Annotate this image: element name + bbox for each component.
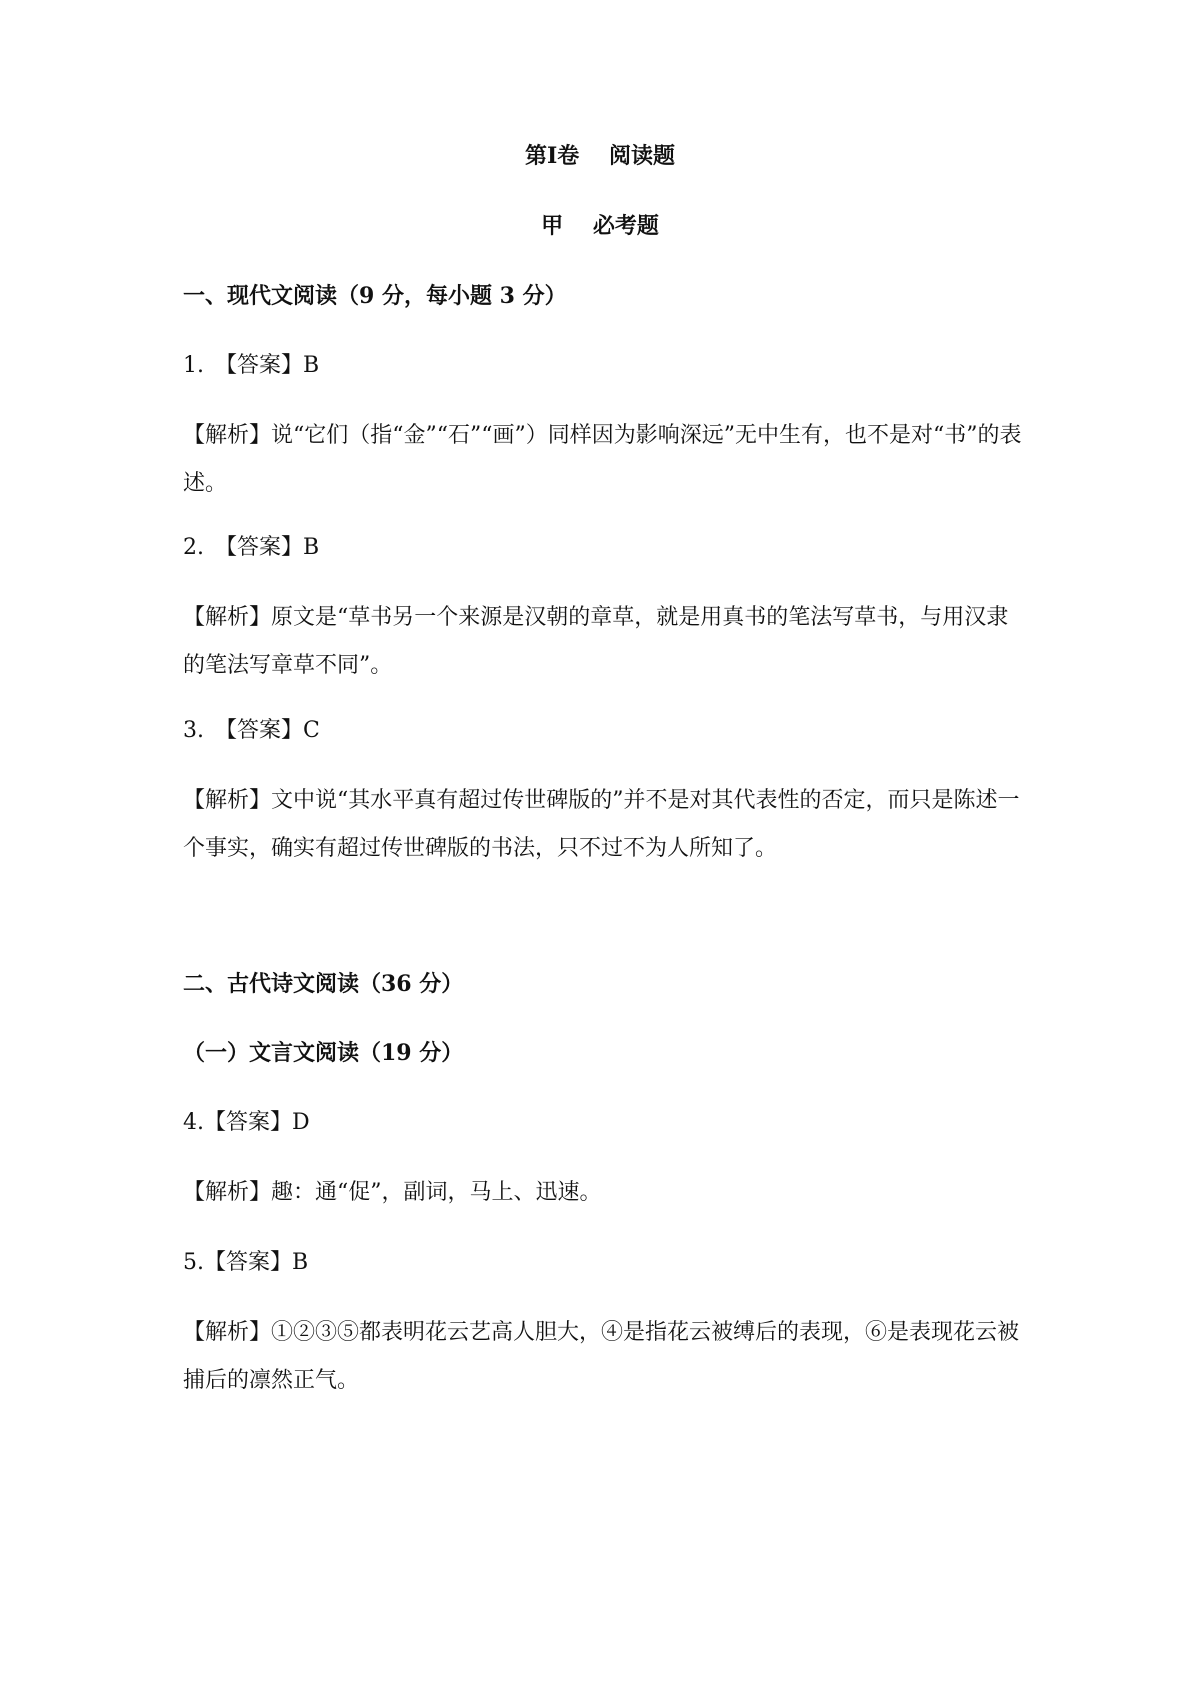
section1-title: 一、现代文阅读（9 分，每小题 3 分） xyxy=(183,283,567,309)
analysis-3: 【解析】文中说“其水平真有超过传世碑版的”并不是对其代表性的否定，而只是陈述一个事实，确实有超过传世碑版的书法，只不过不为人所知了。 xyxy=(183,788,1020,861)
part-title: 甲 必考题 xyxy=(541,213,659,239)
volume-title: 第Ⅰ卷 阅读题 xyxy=(525,143,675,169)
answer-3: 3. 【答案】C xyxy=(183,718,320,743)
answer-2: 2. 【答案】B xyxy=(183,535,320,560)
section2-title: 二、古代诗文阅读（36 分） xyxy=(183,971,464,997)
analysis-1: 【解析】说“它们（指“金”“石”“画”）同样因为影响深远”无中生有，也不是对“书”的表述。 xyxy=(183,423,1022,496)
answer-4: 4.【答案】D xyxy=(183,1110,310,1135)
section2-subtitle: （一）文言文阅读（19 分） xyxy=(183,1040,464,1066)
analysis-2: 【解析】原文是“草书另一个来源是汉朝的章草，就是用真书的笔法写草书，与用汉隶的笔法写章草不同”。 xyxy=(183,605,1009,678)
analysis-4: 【解析】趣：通“促”，副词，马上、迅速。 xyxy=(183,1180,602,1205)
answer-1: 1. 【答案】B xyxy=(183,353,320,378)
analysis-5: 【解析】①②③⑤都表明花云艺高人胆大，④是指花云被缚后的表现，⑥是表现花云被捕后的凛然正气。 xyxy=(183,1320,1020,1393)
answer-5: 5.【答案】B xyxy=(183,1250,309,1275)
